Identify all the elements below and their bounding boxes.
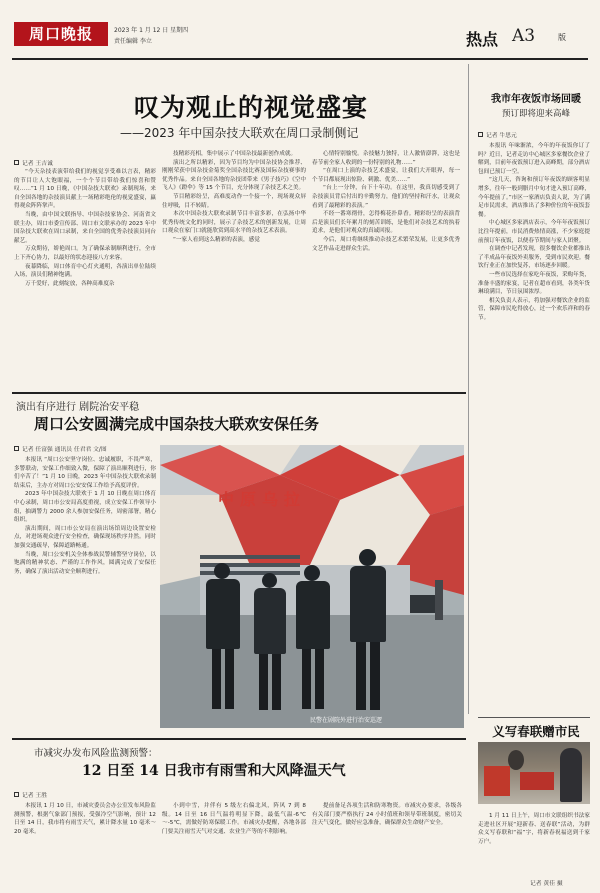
paragraph: 本报讯 1 月 10 日，市减灾委员会办公室发布风险监测预警，根据气象部门预报，受强冷空气影响，预计 12 日至 14 日，我市将有雨雪天气，累计降水量 10 毫米～20 毫米。 [14, 803, 156, 835]
paragraph: 1 月 11 日上午，周口市文联组织书法家走进社区开展“迎新春、送春联”活动，为群众义写春联和“福”字，将新春祝福送到千家万户。 [478, 813, 590, 845]
security-rule [12, 392, 466, 394]
police-officer [204, 563, 242, 713]
paragraph: 技精彩亮相，集中展示了中国杂技最新创作成就。 [173, 151, 297, 157]
paragraph: “一家人看到这么精彩的表演，感觉 [173, 236, 260, 243]
weather-rule [12, 738, 466, 740]
paragraph: “这几天，咨询和预订年夜饭的顾客明显增多，往年一般到腊月中旬才进入预订高峰，今年提前了。”市区一家酒店负责人说，为了满足市民需求，酒店推出了多种价位的年夜饭套餐。 [478, 177, 590, 218]
photo-caption: 民警在剧院外进行治安巡逻 [310, 717, 383, 724]
byline-text: 记者 王吉诚 [22, 161, 53, 167]
lead-byline [14, 158, 53, 167]
paragraph: “台上一分钟，台下十年功。在这里，我真切感受到了杂技演员背后付出的辛勤努力，他们的坚持和汗水，让观众看到了最精彩的表演。” [312, 185, 460, 209]
byline-mark-icon [478, 132, 483, 137]
right-top-subtitle: 预订即将迎来高峰 [501, 109, 570, 119]
byline-text: 记者 任富强 通讯员 任君君 文/图 [22, 447, 107, 453]
weather-title: 12 日至 14 日我市有雨雪和大风降温天气 [82, 763, 346, 779]
security-body [14, 456, 156, 734]
paragraph: 相关负责人表示，将加强对餐饮企业的监管，保障市民吃得放心，过一个欢乐祥和的春节。 [478, 297, 590, 321]
page-number: A3 [512, 26, 536, 46]
lead-col-1 [14, 168, 156, 388]
paragraph: 演出之所以精彩，因为节目均为中国杂技协会推荐、刚刚荣获中国杂技金菊奖全国杂技比赛及国际杂技赛事的优秀作品。来自全国各地的杂技团带来《男子技巧》《空中飞人》《蹬伞》等 15 个节目，充分体现了杂技艺术之美。 [162, 159, 306, 192]
lead-title: 叹为观止的视觉盛宴 [133, 93, 368, 122]
right-top-body [478, 142, 590, 702]
spring-body [478, 812, 590, 876]
paragraph: 2023 年中国杂技大联欢于 1 月 10 日晚在周口体育中心录制，周口市公安局高度重视，成立安保工作领导小组，抽调警力 2000 余人参加安保任务，周密部署，精心组织。 [14, 491, 156, 524]
paragraph: 节目精彩纷呈，高难度动作一个接一个，现场观众屏住呼吸，目不转睛。 [162, 193, 306, 209]
paragraph: “在周口上演的杂技艺术盛宴，让我们大开眼界，每一个节目都展现出惊险、刺激、优美……” [312, 168, 460, 183]
paragraph: 小到中雪，并伴有 5 级左右偏北风，阵风 7 到 8 级。14 日至 16 日气温将明显下降，最低气温-6℃～-5℃，需做好防寒保暖工作。市减灾办提醒，各地各部门要关注雨雪天气对交通、农业生产等的不利影响。 [162, 803, 306, 835]
person-figure [560, 748, 582, 802]
paragraph: 今后，周口将继续推动杂技艺术繁荣发展，让更多优秀文艺作品走进群众生活。 [312, 236, 460, 252]
police-officer [294, 565, 332, 713]
masthead-rule [12, 58, 588, 60]
weather-col-2 [162, 802, 306, 886]
issue-editor: 责任编辑 李立 [114, 38, 152, 45]
spring-photo [478, 742, 590, 804]
page-suffix: 版 [558, 33, 566, 42]
building-sign: 中原乌拉 [218, 490, 307, 509]
police-officer [348, 549, 388, 713]
paragraph: 在调查中记者发现，很多餐饮企业都推出了半成品年夜饭外卖服务，受到市民欢迎。餐饮行业正在加快复苏，市场逐步回暖。 [478, 246, 590, 270]
right-top-title: 我市年夜饭市场回暖 [491, 94, 581, 105]
newspaper-logo: 周口晚报 [14, 22, 108, 46]
lead-subtitle: ——2023 年中国杂技大联欢在周口录制侧记 [120, 126, 359, 140]
paragraph: 心情特别愉悦。杂技魅力独特，让人激情澎湃，这也是春节前全家人收到的一份特别的礼物……” [312, 151, 460, 166]
paragraph: 演出期间，周口市公安局在演出场馆周边设置安检点，对进场观众进行安全检查，确保现场秩序井然。同时加强交通疏导，保障道路畅通。 [14, 525, 156, 549]
paragraph: 本报讯 年味渐浓，今年的年夜饭你订了吗？近日，记者走访中心城区多家餐饮企业了解到，目前年夜饭预订进入高峰期，部分酒店包间已预订一空。 [478, 143, 590, 175]
byline-mark-icon [14, 160, 19, 165]
lead-col-3 [312, 150, 460, 388]
column-divider [468, 64, 469, 714]
police-officer [252, 573, 288, 713]
issue-date: 2023 年 1 月 12 日 星期四 [114, 27, 189, 34]
paragraph: 当晚，周口公安机关全体参战民警辅警坚守岗位，以饱满的精神状态、严谨的工作作风，圆满完成了安保任务，确保了演出活动安全顺利进行。 [14, 551, 156, 575]
paragraph: 不经一番寒彻骨，怎得梅花扑鼻香。精彩纷呈的表演背后是演员们长年累月的刻苦训练，是他们对杂技艺术的执着追求，是他们对观众的真诚回报。 [312, 211, 460, 235]
weather-kicker: 市减灾办发布风险监测预警： [34, 748, 158, 759]
person-figure [508, 750, 524, 770]
weather-col-1 [14, 802, 156, 886]
paragraph: 夜幕降临，周口体育中心灯火通明，各演出单位陆续入场，演员们精神饱满。 [14, 263, 156, 279]
paragraph: 本次中国杂技大联欢录制节目丰富多彩，在弘扬中华优秀传统文化的同时，展示了杂技艺术的创新发展，让周口观众在家门口就能欣赏到高水平的杂技艺术表演。 [162, 211, 306, 235]
byline-mark-icon [14, 792, 19, 797]
paragraph: “今天杂技表演带给我们的视觉享受难以言表，精彩的节目让人大饱眼福，一个个节目带给我们惊喜和赞叹……”1 月 10 日晚，《中国杂技大联欢》录制现场，来自全国各地的杂技演员献上一场精彩绝伦的视觉盛宴，赢得观众阵阵掌声。 [14, 169, 156, 210]
right-top-byline [478, 130, 517, 139]
weather-col-3 [312, 802, 462, 886]
paragraph: 万千爱好，此刻绽放，各种高难度杂 [25, 280, 115, 287]
byline-text: 记者 王胜 [22, 793, 48, 799]
byline-text: 记者 牛思元 [486, 133, 517, 139]
byline-mark-icon [14, 446, 19, 451]
security-photo [160, 445, 464, 728]
paragraph: 提前备足各项生活和防寒物资。市减灾办要求，各级各有关部门要严格执行 24 小时值班和领导带班制度，密切关注天气变化，做好应急准备，确保群众生命财产安全。 [312, 803, 462, 827]
paragraph: 一些市民选择在家吃年夜饭，采购年货，准备丰盛的家宴，记者在超市看到，各类年货琳琅满目，节日氛围浓厚。 [478, 271, 590, 296]
section-name: 热点 [466, 30, 499, 49]
paragraph: 本报讯 “周口公安坚守岗位、忠诚履职，不畏严寒，多警联动，安保工作细致入微，保障了演出顺利进行，你们辛苦了！”1 月 10 日晚，2023 年中国杂技大联欢录制结束后，主办方对周口公安安保工作给予高度评价。 [14, 457, 156, 489]
weather-byline [14, 790, 47, 799]
security-kicker: 演出有序进行 剧院治安平稳 [16, 402, 140, 413]
security-byline [14, 444, 107, 453]
lead-col-2 [162, 150, 306, 388]
paragraph: 万众期待，娇艳周口。为了确保录制顺利进行，全市上下齐心协力，以最好的状态迎接八方来客。 [14, 246, 156, 261]
paragraph: 当晚，由中国文联指导、中国杂技家协会、河南省文联主办，周口市委宣传部、周口市文联承办的 2023 年中国杂技大联欢在周口录制，来自全国的优秀杂技演员同台献艺。 [14, 211, 156, 244]
spring-rule [478, 717, 590, 718]
couplet-red-paper [520, 772, 554, 790]
security-title: 周口公安圆满完成中国杂技大联欢安保任务 [34, 415, 320, 433]
spring-title: 义写春联赠市民 [492, 724, 580, 739]
masthead [0, 0, 600, 60]
couplet-red-paper [484, 766, 510, 796]
paragraph: 中心城区多家酒店表示，今年年夜饭预订比往年提前，市民消费热情高涨，不少家庭提前预订年夜饭，以便春节期间与家人团聚。 [478, 220, 590, 244]
spring-byline: 记者 黄佳 摄 [530, 881, 563, 887]
